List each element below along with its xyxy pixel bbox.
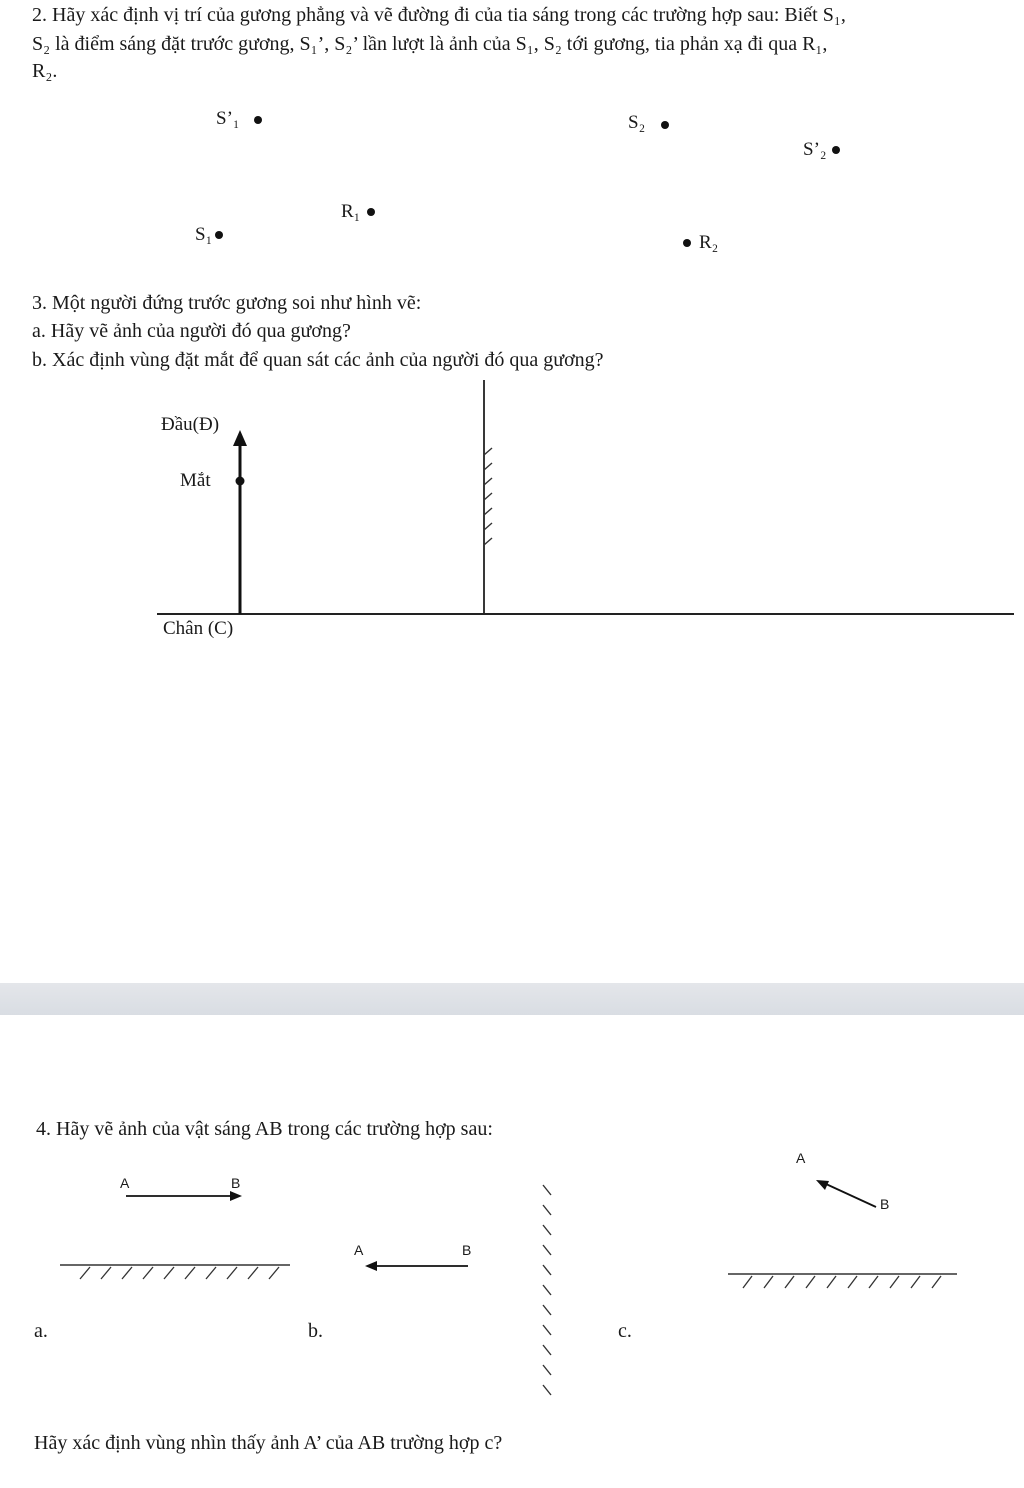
point-r2-label: R₂ [699, 232, 719, 253]
case-b-point-b: B [462, 1242, 472, 1258]
q3-part-a: a. Hãy vẽ ảnh của người đó qua gương? [32, 320, 351, 342]
q4-footer: Hãy xác định vùng nhìn thấy ảnh A’ của AB trường hợp c? [34, 1432, 503, 1454]
q2-line-2: S₂ là điểm sáng đặt trước gương, S₁’, S₂’ lần lượt là ảnh của S₁, S₂ tới gương, tia phản xạ đi qua R₁, [32, 33, 828, 55]
point-s2-label: S₂ [628, 112, 646, 133]
case-b-label: b. [308, 1320, 323, 1342]
case-c-ab-arrow [816, 1180, 876, 1207]
case-b-mirror [543, 1185, 551, 1395]
point-s1-label: S₁ [195, 224, 213, 245]
q3-part-b: b. Xác định vùng đặt mắt để quan sát các ảnh của người đó qua gương? [32, 349, 604, 371]
case-a-mirror [60, 1265, 290, 1279]
case-a-point-b: B [231, 1175, 241, 1191]
case-a-ab-arrow [126, 1191, 242, 1201]
case-c-point-b: B [880, 1196, 890, 1212]
foot-label: Chân (C) [163, 618, 234, 639]
case-a-label: a. [34, 1320, 48, 1342]
point-s2-prime-label: S’₂ [803, 139, 827, 160]
case-c-label: c. [618, 1320, 632, 1342]
q2-line-3: R₂. [32, 60, 58, 82]
head-label: Đầu(Đ) [161, 414, 220, 435]
point-r1-label: R₁ [341, 201, 361, 222]
case-b-point-a: A [354, 1242, 364, 1258]
case-a-point-a: A [120, 1175, 130, 1191]
q4-title: 4. Hãy vẽ ảnh của vật sáng AB trong các trường hợp sau: [36, 1118, 493, 1140]
q2-line-1: 2. Hãy xác định vị trí của gương phẳng và vẽ đường đi của tia sáng trong các trường hợp sau: Biết S₁, [32, 4, 846, 26]
case-c-point-a: A [796, 1150, 806, 1166]
case-b-ab-arrow [365, 1261, 468, 1271]
case-c-mirror [728, 1274, 957, 1288]
q3-title: 3. Một người đứng trước gương soi như hình vẽ: [32, 292, 422, 314]
point-s1-prime-label: S’₁ [216, 108, 240, 129]
eye-label: Mắt [180, 470, 211, 491]
